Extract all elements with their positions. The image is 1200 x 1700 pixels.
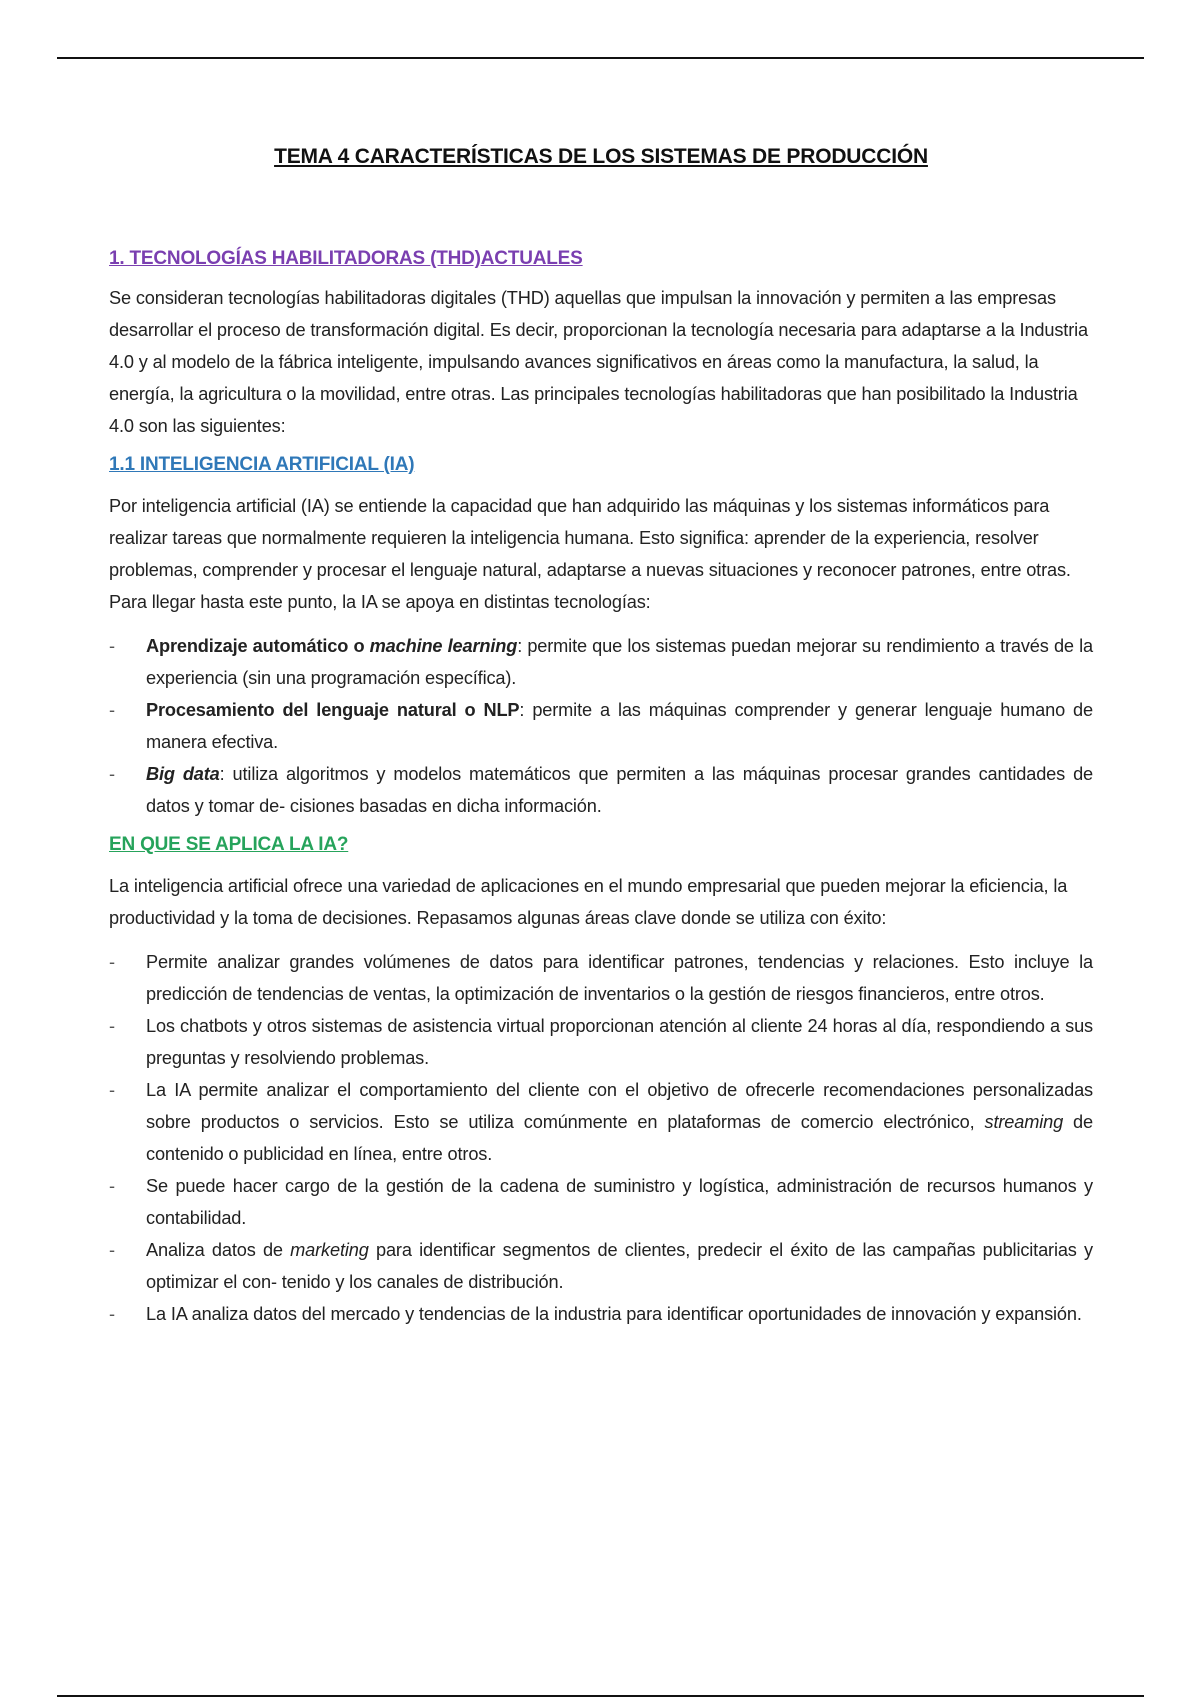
list-item bbox=[109, 1298, 1093, 1330]
list-item-italic: marketing bbox=[290, 1240, 369, 1260]
list-item bbox=[109, 630, 1093, 694]
paragraph-applications: La inteligencia artificial ofrece una variedad de aplicaciones en el mundo empresarial que pueden mejorar la eficiencia, la productividad y la toma de decisiones. Repasamos algunas áreas clave donde se utiliza con éxito: bbox=[109, 876, 1068, 928]
top-divider bbox=[57, 57, 1144, 59]
list-item-text: Se puede hacer cargo de la gestión de la cadena de suministro y logística, administración de recursos humanos y contabilidad. bbox=[146, 1176, 1093, 1228]
page-title: TEMA 4 CARACTERÍSTICAS DE LOS SISTEMAS DE PRODUCCIÓN bbox=[274, 145, 928, 168]
list-item-term: Procesamiento del lenguaje natural o NLP bbox=[146, 700, 520, 720]
section-heading-thd: 1. TECNOLOGÍAS HABILITADORAS (THD)ACTUALES bbox=[109, 248, 583, 269]
list-item bbox=[109, 1074, 1093, 1170]
list-item bbox=[109, 694, 1093, 758]
section-heading-ia: 1.1 INTELIGENCIA ARTIFICIAL (IA) bbox=[109, 454, 415, 475]
list-item-text: Permite analizar grandes volúmenes de datos para identificar patrones, tendencias y relaciones. Esto incluye la predicción de tendencias de ventas, la optimización de inventarios o la gestión de riesgos financieros, entre otros. bbox=[146, 952, 1093, 1004]
list-item-term: Aprendizaje automático o bbox=[146, 636, 370, 656]
paragraph-thd: Se consideran tecnologías habilitadoras digitales (THD) aquellas que impulsan la innovación y permiten a las empresas desarrollar el proceso de transformación digital. Es decir, proporcionan la tecnología necesaria para adaptarse a la Industria 4.0 y al modelo de la fábrica inteligente, impulsando avances significativos en áreas como la manufactura, la salud, la energía, la agricultura o la movilidad, entre otras. Las principales tecnologías habilitadoras que han posibilitado la Industria 4.0 son las siguientes: bbox=[109, 288, 1088, 436]
list-item bbox=[109, 946, 1093, 1010]
list-item-text: La IA permite analizar el comportamiento del cliente con el objetivo de ofrecerle recomendaciones personalizadas sobre productos o servicios. Esto se utiliza comúnmente en plataformas de comercio electrónico, bbox=[146, 1080, 1093, 1132]
list-item-text: : permite a las máquinas comprender y generar lenguaje humano de manera efectiva. bbox=[146, 700, 1093, 752]
list-item-text: Los chatbots y otros sistemas de asistencia virtual proporcionan atención al cliente 24 horas al día, respondiendo a sus preguntas y resolviendo problemas. bbox=[146, 1016, 1093, 1068]
list-item-term-italic: Big data bbox=[146, 764, 220, 784]
paragraph-ia: Por inteligencia artificial (IA) se entiende la capacidad que han adquirido las máquinas y los sistemas informáticos para realizar tareas que normalmente requieren la inteligencia humana. Esto significa: aprender de la experiencia, resolver problemas, comprender y procesar el lenguaje natural, adaptarse a nuevas situaciones y reconocer patrones, entre otras. Para llegar hasta este punto, la IA se apoya en distintas tecnologías: bbox=[109, 496, 1071, 612]
list-item bbox=[109, 1010, 1093, 1074]
list-item bbox=[109, 758, 1093, 822]
list-item-term-italic: machine learning bbox=[369, 636, 518, 656]
list-item-text-after: para identificar segmentos de clientes, predecir el éxito de las campañas publicitarias y optimizar el con- tenido y los canales de distribución. bbox=[146, 1240, 1093, 1292]
list-item-text-after: de contenido o publicidad en línea, entre otros. bbox=[146, 1112, 1093, 1164]
document-body bbox=[109, 145, 1093, 1342]
list-item-text: Analiza datos de bbox=[146, 1240, 291, 1260]
applications-list bbox=[109, 946, 1093, 1330]
list-item bbox=[109, 1170, 1093, 1234]
ia-technologies-list bbox=[109, 630, 1093, 822]
section-heading-applications: EN QUE SE APLICA LA IA? bbox=[109, 834, 349, 855]
list-item-text: : utiliza algoritmos y modelos matemáticos que permiten a las máquinas procesar grandes cantidades de datos y tomar de- cisiones basadas en dicha información. bbox=[146, 764, 1094, 816]
list-item bbox=[109, 1234, 1093, 1298]
bottom-divider bbox=[57, 1695, 1144, 1697]
list-item-italic: streaming bbox=[984, 1112, 1064, 1132]
list-item-text: : permite que los sistemas puedan mejorar su rendimiento a través de la experiencia (sin una programación específica). bbox=[146, 636, 1093, 688]
list-item-text: La IA analiza datos del mercado y tendencias de la industria para identificar oportunidades de innovación y expansión. bbox=[146, 1304, 1082, 1324]
